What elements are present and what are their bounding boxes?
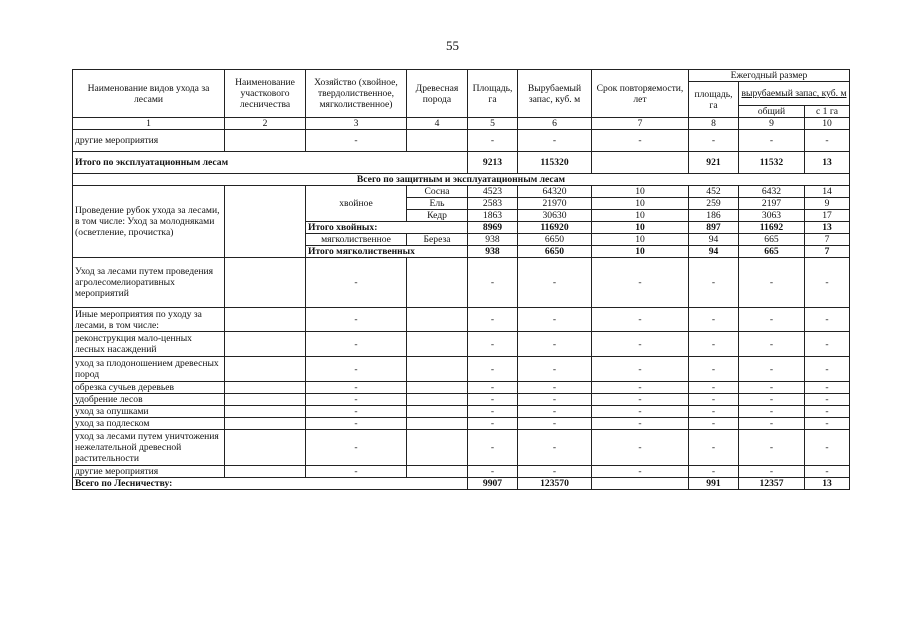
dash-cell: - [468,418,518,430]
dash-cell: - [739,332,805,357]
dash-cell: - [306,406,407,418]
cedar-per-ha: 17 [805,210,850,222]
total-softwood-per-ha: 7 [805,246,850,258]
forest-care-table [72,69,850,490]
birch-area: 938 [468,234,518,246]
table-row [73,308,850,332]
column-number: 9 [739,118,805,130]
cedar-period: 10 [592,210,689,222]
total-softwood-label: Итого мягколиственных [306,246,468,258]
grand-total-annual-total: 12357 [739,478,805,490]
pine-period: 10 [592,186,689,198]
cedar-annual-area: 186 [689,210,739,222]
column-number: 8 [689,118,739,130]
table-row [73,394,850,406]
grand-total-annual-area: 991 [689,478,739,490]
dash-cell: - [689,258,739,308]
dash-cell: - [689,418,739,430]
spruce-area: 2583 [468,198,518,210]
total-coniferous-area: 8969 [468,222,518,234]
pine-stock: 64320 [518,186,592,198]
dash-cell: - [468,382,518,394]
pine-annual-area: 452 [689,186,739,198]
table-row [73,357,850,382]
dash-cell: - [739,357,805,382]
activity-label: уход за опушками [73,406,225,418]
column-number: 6 [518,118,592,130]
column-number: 10 [805,118,850,130]
dash-cell: - [805,430,850,466]
dash-cell: - [468,130,518,152]
total-softwood-annual-total: 665 [739,246,805,258]
total-coniferous-period: 10 [592,222,689,234]
header-annual-per-ha: с 1 га [805,106,850,118]
dash-cell: - [306,332,407,357]
total-coniferous-stock: 116920 [518,222,592,234]
dash-cell: - [592,466,689,478]
dash-cell: - [689,332,739,357]
total-coniferous-annual-total: 11692 [739,222,805,234]
dash-cell: - [592,418,689,430]
species-spruce: Ель [407,198,468,210]
total-exploitation-annual-area: 921 [689,152,739,174]
total-exploitation-label: Итого по эксплуатационным лесам [73,152,468,174]
dash-cell: - [306,418,407,430]
dash-cell: - [739,382,805,394]
dash-cell: - [518,308,592,332]
dash-cell: - [518,357,592,382]
grand-total-per-ha: 13 [805,478,850,490]
spruce-period: 10 [592,198,689,210]
grand-total-label: Всего по Лесничеству: [73,478,468,490]
table-row [73,406,850,418]
header-period: Срок повторяемости, лет [592,70,689,118]
cedar-annual-total: 3063 [739,210,805,222]
pine-per-ha: 14 [805,186,850,198]
dash-cell: - [689,394,739,406]
dash-cell: - [592,308,689,332]
spruce-annual-area: 259 [689,198,739,210]
dash-cell: - [805,406,850,418]
total-softwood-area: 938 [468,246,518,258]
section-title: Всего по защитным и эксплуатационным лесам [73,174,850,186]
birch-period: 10 [592,234,689,246]
activity-label: реконструкция мало-ценных лесных насаждений [73,332,225,357]
dash-cell: - [805,466,850,478]
column-number: 4 [407,118,468,130]
total-coniferous-label: Итого хвойных: [306,222,468,234]
species-cedar: Кедр [407,210,468,222]
header-work-type: Наименование видов ухода за лесами [73,70,225,118]
total-coniferous-per-ha: 13 [805,222,850,234]
header-area: Площадь, га [468,70,518,118]
table-row [73,418,850,430]
dash-cell: - [592,394,689,406]
total-coniferous-annual-area: 897 [689,222,739,234]
table-row [73,186,850,198]
table-row [73,430,850,466]
total-exploitation-area: 9213 [468,152,518,174]
dash-cell: - [468,430,518,466]
table-row [73,174,850,186]
table-row [73,130,850,152]
activity-label: обрезка сучьев деревьев [73,382,225,394]
activity-label: уход за плодоношением древесных пород [73,357,225,382]
dash-cell: - [518,430,592,466]
column-number: 7 [592,118,689,130]
dash-cell: - [468,357,518,382]
table-row [73,332,850,357]
dash-cell: - [468,394,518,406]
dash-cell: - [805,382,850,394]
column-number: 3 [306,118,407,130]
header-annual-total: общий [739,106,805,118]
species-birch: Береза [407,234,468,246]
dash-cell: - [468,466,518,478]
species-pine: Сосна [407,186,468,198]
dash-cell: - [739,308,805,332]
dash-cell: - [689,406,739,418]
dash-cell: - [592,130,689,152]
dash-cell: - [518,332,592,357]
dash-cell: - [468,406,518,418]
thinning-label: Проведение рубок ухода за лесами, в том числе: Уход за молодняками (осветление, прочистка) [73,186,225,258]
dash-cell: - [739,406,805,418]
header-annual: Ежегодный размер [689,70,850,82]
pine-annual-total: 6432 [739,186,805,198]
district-cell [225,186,306,258]
dash-cell: - [689,130,739,152]
activity-label: уход за подлеском [73,418,225,430]
total-softwood-annual-area: 94 [689,246,739,258]
total-exploitation-annual-total: 11532 [739,152,805,174]
dash-cell: - [592,258,689,308]
dash-cell: - [805,308,850,332]
dash-cell: - [739,258,805,308]
spruce-annual-total: 2197 [739,198,805,210]
table-row [73,466,850,478]
dash-cell: - [306,308,407,332]
dash-cell: - [805,332,850,357]
spruce-stock: 21970 [518,198,592,210]
dash-cell: - [518,130,592,152]
dash-cell: - [739,394,805,406]
activity-label: Уход за лесами путем проведения агролесомелиоративных мероприятий [73,258,225,308]
dash-cell: - [689,308,739,332]
softwood-label: мягколиственное [306,234,407,246]
dash-cell: - [805,357,850,382]
dash-cell: - [518,394,592,406]
dash-cell: - [592,382,689,394]
dash-cell: - [306,357,407,382]
dash-cell: - [689,382,739,394]
dash-cell: - [518,258,592,308]
spruce-per-ha: 9 [805,198,850,210]
dash-cell: - [306,394,407,406]
dash-cell: - [306,258,407,308]
page-number: 55 [446,38,459,53]
header-species: Древесная порода [407,70,468,118]
dash-cell: - [306,466,407,478]
dash-cell: - [805,418,850,430]
dash-cell: - [468,308,518,332]
dash-cell: - [689,430,739,466]
dash-cell: - [592,357,689,382]
total-exploitation-stock: 115320 [518,152,592,174]
dash-cell: - [306,430,407,466]
dash-cell: - [518,382,592,394]
birch-annual-total: 665 [739,234,805,246]
row-label: другие мероприятия [73,130,225,152]
dash-cell: - [689,357,739,382]
table-row [73,478,850,490]
grand-total-stock: 123570 [518,478,592,490]
dash-cell: - [739,130,805,152]
grand-total-area: 9907 [468,478,518,490]
activity-label: уход за лесами путем уничтожения нежелательной древесной растительности [73,430,225,466]
dash-cell: - [306,130,407,152]
header-economy: Хозяйство (хвойное, твердолиственное, мягколиственное) [306,70,407,118]
dash-cell: - [592,430,689,466]
dash-cell: - [805,258,850,308]
dash-cell: - [592,406,689,418]
dash-cell: - [739,418,805,430]
header-stock: Вырубаемый запас, куб. м [518,70,592,118]
activity-label: удобрение лесов [73,394,225,406]
total-softwood-stock: 6650 [518,246,592,258]
dash-cell: - [689,466,739,478]
column-number: 5 [468,118,518,130]
dash-cell: - [518,466,592,478]
birch-per-ha: 7 [805,234,850,246]
dash-cell: - [739,430,805,466]
table-row [73,258,850,308]
dash-cell: - [805,394,850,406]
cedar-area: 1863 [468,210,518,222]
dash-cell: - [805,130,850,152]
dash-cell: - [468,332,518,357]
dash-cell: - [518,418,592,430]
coniferous-label: хвойное [306,186,407,222]
header-district: Наименование участкового лесничества [225,70,306,118]
header-annual-area: площадь, га [689,82,739,118]
column-number: 2 [225,118,306,130]
dash-cell: - [468,258,518,308]
total-exploitation-per-ha: 13 [805,152,850,174]
activity-label: Иные мероприятия по уходу за лесами, в том числе: [73,308,225,332]
dash-cell: - [592,332,689,357]
cedar-stock: 30630 [518,210,592,222]
table-row [73,382,850,394]
column-number: 1 [73,118,225,130]
birch-annual-area: 94 [689,234,739,246]
dash-cell: - [518,406,592,418]
pine-area: 4523 [468,186,518,198]
dash-cell: - [739,466,805,478]
activity-label: другие мероприятия [73,466,225,478]
total-softwood-period: 10 [592,246,689,258]
table-row [73,152,850,174]
header-annual-stock: вырубаемый запас, куб. м [739,82,850,106]
birch-stock: 6650 [518,234,592,246]
dash-cell: - [306,382,407,394]
